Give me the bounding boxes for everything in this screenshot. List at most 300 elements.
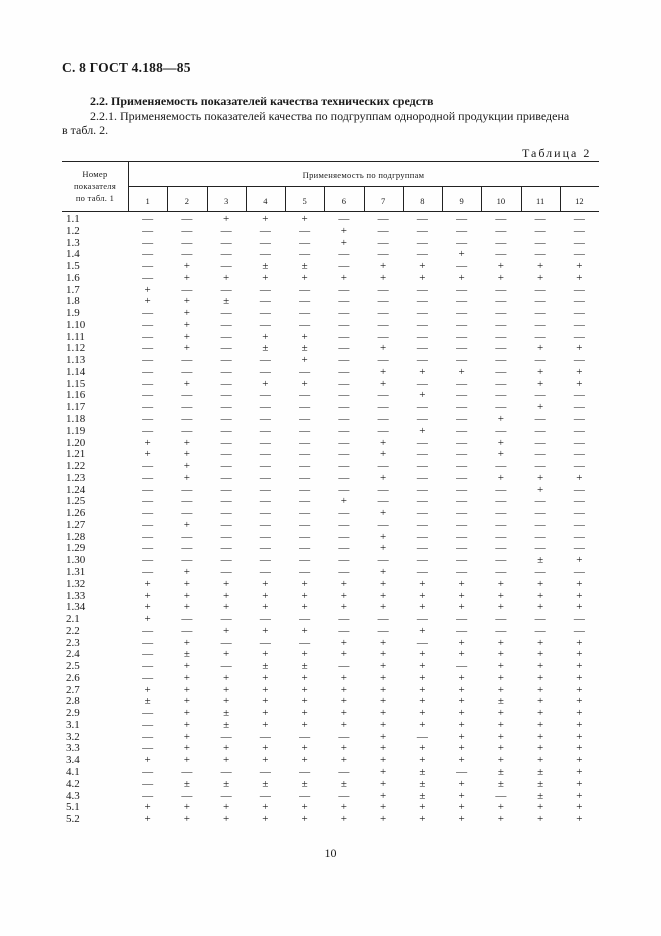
table-cell: — [259,518,271,531]
table-cell: ± [183,777,190,790]
table-cell: — [338,483,350,496]
table-cell: + [419,424,426,437]
table-cell: — [338,471,350,484]
table-cell: + [183,448,190,461]
table-cell: — [259,483,271,496]
table-cell: + [576,707,583,720]
table-cell: + [301,648,308,661]
table-cell: — [299,507,311,520]
table-cell: + [223,801,230,814]
table-cell: — [142,342,154,355]
table-cell: — [259,495,271,508]
table-cell: — [495,495,507,508]
table-cell: + [458,589,465,602]
table-cell: — [299,436,311,449]
table-cell: — [573,448,585,461]
table-cell: ± [537,765,544,778]
table-cell: + [183,636,190,649]
table-cell: — [220,730,232,743]
table-cell: — [259,636,271,649]
row-label: 1.25 [66,495,86,508]
table-cell: — [181,624,193,637]
table-cell: + [223,271,230,284]
table-cell: — [456,471,468,484]
table-cell: — [220,660,232,673]
table-cell: + [419,271,426,284]
table-cell: + [301,683,308,696]
column-header-4: 4 [263,196,268,206]
table-cell: — [299,542,311,555]
column-header-12: 12 [575,196,584,206]
table-cell: — [534,460,546,473]
table-cell: — [338,518,350,531]
table-cell: — [456,613,468,626]
table-cell: ± [262,342,269,355]
table-cell: — [495,213,507,225]
table-cell: + [183,683,190,696]
table-cell: + [340,754,347,767]
table-cell: — [573,295,585,308]
table-cell: + [576,660,583,673]
table-cell: + [183,754,190,767]
table-cell: — [259,730,271,743]
table-cell: + [458,801,465,814]
table-cell: + [380,542,387,555]
table-caption: Таблица 2 [522,146,592,160]
table-cell: — [377,401,389,414]
table-cell: + [458,718,465,731]
table-cell: + [262,589,269,602]
table-cell: — [338,377,350,390]
table-cell: + [223,683,230,696]
table-cell: — [416,507,428,520]
table-cell: — [142,554,154,567]
table-cell: — [456,295,468,308]
table-cell: — [338,330,350,343]
table-cell: + [497,671,504,684]
table-cell: + [537,636,544,649]
table-cell: + [144,613,151,626]
table-cell: — [299,424,311,437]
table-cell: + [419,624,426,637]
table-cell: — [338,460,350,473]
table-cell: + [380,695,387,708]
table-cell: + [340,636,347,649]
table-cell: + [537,342,544,355]
table-cell: + [223,742,230,755]
table-cell: ± [301,777,308,790]
table-cell: + [576,730,583,743]
table-cell: — [259,542,271,555]
table-cell: — [299,295,311,308]
table-cell: — [416,224,428,237]
table-cell: — [377,295,389,308]
table-cell: — [495,401,507,414]
table-cell: + [576,765,583,778]
table-cell: — [495,236,507,249]
table-cell: + [537,660,544,673]
table-cell: — [220,471,232,484]
column-separator [364,186,365,211]
table-cell: — [495,613,507,626]
table-cell: + [380,601,387,614]
table-cell: ± [262,777,269,790]
table-cell: — [259,507,271,520]
paragraph-line-2: в табл. 2. [62,123,109,137]
table-cell: + [419,589,426,602]
table-cell: — [416,542,428,555]
table-cell: — [259,401,271,414]
table-cell: + [301,801,308,814]
table-cell: — [259,224,271,237]
row-label: 1.12 [66,342,86,355]
table-cell: + [458,754,465,767]
table-cell: — [573,354,585,367]
row-label: 1.2 [66,224,80,237]
table-cell: — [220,413,232,426]
column-separator [560,186,561,211]
table-cell: — [299,389,311,402]
table-cell: ± [183,648,190,661]
row-label: 2.3 [66,636,80,649]
table-cell: — [142,460,154,473]
table-cell: — [416,354,428,367]
table-cell: + [183,660,190,673]
table-cell: — [456,283,468,296]
table-cell: — [377,460,389,473]
table-cell: + [183,718,190,731]
table-cell: + [183,295,190,308]
table-cell: + [497,707,504,720]
table-cell: + [262,671,269,684]
table-cell: — [573,507,585,520]
table-cell: + [183,730,190,743]
table-cell: + [301,271,308,284]
table-cell: + [497,260,504,273]
table-cell: — [377,389,389,402]
table-cell: — [142,707,154,720]
table-cell: — [299,495,311,508]
table-cell: + [537,730,544,743]
table-cell: + [419,718,426,731]
table-cell: + [340,589,347,602]
table-cell: + [497,742,504,755]
table-cell: — [181,507,193,520]
table-cell: — [338,365,350,378]
table-cell: — [220,495,232,508]
table-cell: — [142,789,154,802]
table-cell: + [576,471,583,484]
row-label: 1.5 [66,260,80,273]
table-cell: — [142,765,154,778]
table-cell: — [259,283,271,296]
row-label: 2.8 [66,695,80,708]
section-title: 2.2. Применяемость показателей качества технических средств [90,94,434,108]
table-cell: + [144,813,151,826]
table-cell: + [497,636,504,649]
table-cell: — [259,389,271,402]
table-cell: — [142,671,154,684]
table-cell: — [299,307,311,320]
table-cell: — [495,542,507,555]
stub-header-line: Номер [82,169,108,179]
table-cell: — [534,318,546,331]
table-cell: — [573,530,585,543]
table-cell: + [458,707,465,720]
table-cell: — [299,483,311,496]
table-cell: — [456,554,468,567]
table-cell: + [458,601,465,614]
table-cell: — [573,236,585,249]
table-cell: — [456,377,468,390]
table-cell: + [380,648,387,661]
table-cell: — [377,495,389,508]
table-cell: + [458,789,465,802]
table-cell: — [220,377,232,390]
table-cell: + [419,683,426,696]
header-bottom-rule [62,211,599,212]
table-top-rule [62,161,599,162]
table-cell: ± [497,765,504,778]
table-cell: — [456,413,468,426]
table-cell: — [338,789,350,802]
table-cell: + [380,777,387,790]
table-cell: — [220,507,232,520]
table-cell: — [338,213,350,225]
table-cell: — [259,565,271,578]
table-cell: + [340,495,347,508]
table-cell: — [534,542,546,555]
table-cell: — [181,554,193,567]
table-cell: + [223,695,230,708]
table-cell: + [380,789,387,802]
table-cell: — [573,424,585,437]
table-cell: + [380,754,387,767]
table-cell: + [537,683,544,696]
table-cell: + [380,436,387,449]
table-cell: + [262,742,269,755]
table-cell: — [181,495,193,508]
table-cell: — [495,354,507,367]
table-cell: — [220,436,232,449]
table-cell: + [537,377,544,390]
table-cell: + [183,742,190,755]
table-cell: + [183,707,190,720]
table-cell: + [537,577,544,590]
table-cell: — [377,318,389,331]
table-cell: — [456,518,468,531]
table-cell: + [458,365,465,378]
table-cell: — [534,330,546,343]
table-cell: + [223,813,230,826]
table-cell: + [223,589,230,602]
row-label: 1.26 [66,507,86,520]
table-cell: — [220,248,232,261]
table-cell: — [456,224,468,237]
table-cell: — [416,460,428,473]
table-cell: — [299,318,311,331]
table-cell: + [301,754,308,767]
table-cell: + [340,648,347,661]
table-cell: + [144,295,151,308]
table-cell: — [377,554,389,567]
column-header-3: 3 [224,196,229,206]
table-cell: — [220,460,232,473]
table-cell: + [380,730,387,743]
table-cell: + [223,624,230,637]
table-cell: — [259,307,271,320]
table-cell: — [377,483,389,496]
table-cell: — [181,213,193,225]
table-cell: — [142,483,154,496]
table-cell: + [144,589,151,602]
table-cell: + [419,695,426,708]
table-cell: — [142,636,154,649]
row-label: 1.7 [66,283,80,296]
table-cell: — [534,413,546,426]
table-cell: — [456,530,468,543]
row-label: 1.20 [66,436,86,449]
table-cell: — [299,613,311,626]
row-label: 1.10 [66,318,86,331]
table-cell: — [142,471,154,484]
table-cell: + [183,318,190,331]
table-cell: + [576,671,583,684]
table-cell: — [142,648,154,661]
table-cell: — [181,401,193,414]
table-cell: — [181,789,193,802]
table-cell: — [534,448,546,461]
table-cell: + [576,789,583,802]
table-cell: + [380,377,387,390]
table-cell: — [220,401,232,414]
table-cell: — [456,448,468,461]
column-header-8: 8 [420,196,425,206]
table-cell: — [142,777,154,790]
table-cell: — [573,248,585,261]
table-cell: + [380,448,387,461]
table-cell: — [416,495,428,508]
table-cell: — [416,448,428,461]
table-cell: + [458,683,465,696]
row-label: 2.2 [66,624,80,637]
table-cell: — [142,565,154,578]
table-cell: + [262,695,269,708]
table-cell: — [377,283,389,296]
table-cell: + [223,648,230,661]
table-cell: ± [223,777,230,790]
table-cell: + [497,754,504,767]
table-cell: + [262,718,269,731]
table-cell: — [259,236,271,249]
column-header-2: 2 [184,196,189,206]
table-cell: + [458,742,465,755]
table-cell: + [223,213,230,225]
row-label: 1.11 [66,330,85,343]
table-cell: + [380,577,387,590]
table-cell: + [183,601,190,614]
table-cell: — [456,236,468,249]
table-cell: + [223,671,230,684]
table-cell: + [537,754,544,767]
column-separator [324,186,325,211]
table-cell: + [576,636,583,649]
table-cell: — [456,389,468,402]
table-cell: — [299,224,311,237]
table-cell: + [537,271,544,284]
table-cell: + [537,813,544,826]
table-cell: — [142,354,154,367]
table-cell: + [497,471,504,484]
table-cell: + [183,801,190,814]
table-cell: — [573,624,585,637]
table-cell: + [419,601,426,614]
column-header-10: 10 [496,196,506,206]
table-cell: — [573,483,585,496]
table-cell: — [299,530,311,543]
table-cell: — [495,518,507,531]
table-cell: + [537,401,544,414]
table-cell: — [377,307,389,320]
table-cell: — [573,224,585,237]
column-header-9: 9 [459,196,464,206]
row-label: 2.6 [66,671,80,684]
table-cell: + [380,507,387,520]
table-cell: — [534,624,546,637]
row-label: 5.1 [66,801,80,814]
table-cell: — [338,530,350,543]
table-cell: + [301,671,308,684]
table-cell: + [301,695,308,708]
row-label: 1.29 [66,542,86,555]
table-cell: — [142,530,154,543]
table-cell: + [262,213,269,225]
table-cell: + [183,471,190,484]
column-header-11: 11 [536,196,545,206]
table-cell: — [220,283,232,296]
table-cell: + [458,248,465,261]
table-cell: — [259,530,271,543]
table-cell: — [534,565,546,578]
table-cell: ± [301,342,308,355]
table-cell: + [458,813,465,826]
table-cell: — [495,283,507,296]
row-label: 1.16 [66,389,86,402]
table-cell: + [183,260,190,273]
column-header-6: 6 [341,196,346,206]
table-cell: — [220,424,232,437]
row-label: 4.2 [66,777,80,790]
table-cell: — [534,307,546,320]
table-cell: + [380,683,387,696]
table-cell: — [534,495,546,508]
table-cell: + [537,707,544,720]
table-cell: ± [144,695,151,708]
table-cell: — [495,377,507,390]
table-cell: — [338,542,350,555]
table-cell: + [144,577,151,590]
table-cell: — [220,224,232,237]
table-cell: — [377,330,389,343]
row-label: 2.1 [66,613,80,626]
table-cell: — [456,460,468,473]
table-cell: + [497,660,504,673]
table-cell: — [573,401,585,414]
table-cell: — [338,424,350,437]
table-cell: + [301,354,308,367]
table-cell: + [301,813,308,826]
table-cell: — [142,377,154,390]
